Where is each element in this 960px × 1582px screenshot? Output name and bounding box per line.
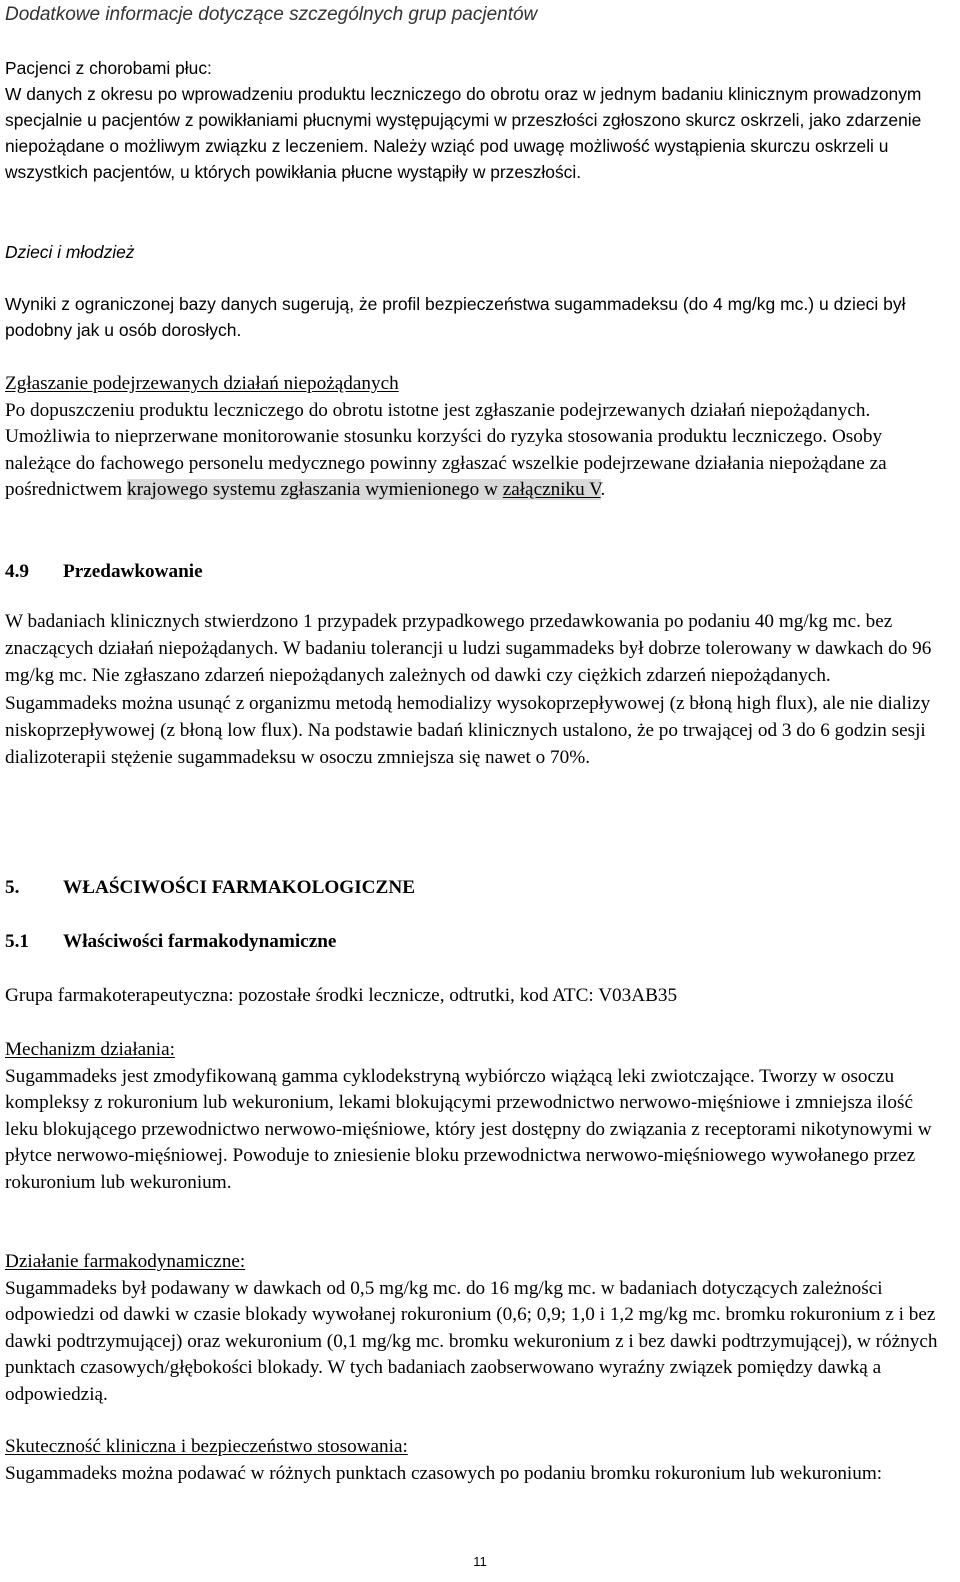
overdose-heading xyxy=(5,559,942,585)
section-5-title: WŁAŚCIWOŚCI FARMAKOLOGICZNE xyxy=(63,877,415,898)
children-heading: Dzieci i młodzież xyxy=(5,242,135,262)
reporting-heading: Zgłaszanie podejrzewanych działań niepożądanych xyxy=(5,373,399,394)
reporting-text-end: . xyxy=(600,479,606,500)
pharmacodynamic-label: Działanie farmakodynamiczne: xyxy=(5,1251,246,1272)
reporting-section xyxy=(5,371,942,504)
pharmacotherapeutic-group: Grupa farmakoterapeutyczna: pozostałe środki lecznicze, odtrutki, kod ATC: V03AB35 xyxy=(5,985,678,1006)
overdose-title: Przedawkowanie xyxy=(63,561,203,582)
children-text: Wyniki z ograniczonej bazy danych sugerują, że profil bezpieczeństwa sugammadeksu (do 4 mg/kg mc.) u dzieci był podobny jak u osób dorosłych. xyxy=(5,294,906,340)
overdose-number: 4.9 xyxy=(5,561,29,582)
efficacy-section xyxy=(5,1434,942,1487)
lung-section xyxy=(5,55,942,185)
lung-text: W danych z okresu po wprowadzeniu produktu leczniczego do obrotu oraz w jednym badaniu klinicznym prowadzonym specjalnie u pacjentów z powikłaniami płucnymi występującymi w przeszłości zgłoszono skurcz oskrzeli, jako zdarzenie niepożądane o możliwym związku z leczeniem. Należy wziąć pod uwagę możliwość wystąpienia skurczu oskrzeli u wszystkich pacjentów, u których powikłania płucne wystąpiły w przeszłości. xyxy=(5,84,922,182)
overdose-para-1: W badaniach klinicznych stwierdzono 1 przypadek przypadkowego przedawkowania po podaniu 40 mg/kg mc. bez znaczących działań niepożądanych. W badaniu tolerancji u ludzi sugammadeks był dobrze tolerowany w dawkach do 96 mg/kg mc. Nie zgłaszano zdarzeń niepożądanych zależnych od dawki czy ciężkich zdarzeń niepożądanych. xyxy=(5,611,932,687)
pharmacodynamic-section xyxy=(5,1249,942,1408)
section-5-number: 5. xyxy=(5,877,20,898)
section-5-1-heading xyxy=(5,929,942,955)
efficacy-text: Sugammadeks można podawać w różnych punktach czasowych po podaniu bromku rokuronium lub wekuronium: xyxy=(5,1462,883,1484)
mechanism-label: Mechanizm działania: xyxy=(5,1039,175,1060)
mechanism-text: Sugammadeks jest zmodyfikowaną gamma cyklodekstryną wybiórczo wiążącą leki zwiotczające. Tworzy w osoczu kompleksy z rokuronium lub wekuronium, lekami blokującymi przewodnictwo nerwowo-mięśniowe i zmniejsza ilość leku blokującego przewodnictwo nerwowo-mięśniowe, który jest dostępny do związania z receptorami nikotynowymi w płytce nerwowo-mięśniowej. Powoduje to zniesienie bloku przewodnictwa nerwowo-mięśniowego wywołanego przez rokuronium lub wekuronium. xyxy=(5,1065,932,1193)
national-reporting-system-highlight xyxy=(127,479,601,500)
annex-v-link[interactable]: załączniku V xyxy=(502,479,601,500)
section-5-heading xyxy=(5,875,942,901)
section-5-1-title: Właściwości farmakodynamiczne xyxy=(63,931,337,952)
pharmacodynamic-text: Sugammadeks był podawany w dawkach od 0,5 mg/kg mc. do 16 mg/kg mc. w badaniach dotyczących zależności odpowiedzi od dawki w czasie blokady wywołanej rokuronium (0,6; 0,9; 1,0 i 1,2 mg/kg mc. bromku rokuronium z i bez dawki podtrzymującej) oraz wekuronium (0,1 mg/kg mc. bromku wekuronium z i bez dawki podtrzymującej), w różnych punktach czasowych/głębokości blokady. W tych badaniach zaobserwowano wyraźny związek pomiędzy dawką a odpowiedzią. xyxy=(5,1277,938,1405)
mechanism-section xyxy=(5,1037,942,1196)
page-number: 11 xyxy=(473,1554,487,1569)
reporting-highlight-text: krajowego systemu zgłaszania wymienionego w xyxy=(127,479,503,500)
reporting-text xyxy=(5,398,942,504)
overdose-body xyxy=(5,608,942,771)
reporting-text-plain: Po dopuszczeniu produktu leczniczego do obrotu istotne jest zgłaszanie podejrzewanych działań niepożądanych. Umożliwia to nieprzerwane monitorowanie stosunku korzyści do ryzyka stosowania produktu leczniczego. Osoby należące do fachowego personelu medycznego powinny zgłaszać wszelkie podejrzewane działania niepożądane za pośrednictwem xyxy=(5,399,887,500)
overdose-para-2: Sugammadeks można usunąć z organizmu metodą hemodializy wysokoprzepływowej (z błoną high flux), ale nie dializy niskoprzepływowej (z błoną low flux). Na podstawie badań klinicznych ustalono, że po trwającej od 3 do 6 godzin sesji dializoterapii stężenie sugammadeksu w osoczu zmniejsza się nawet o 70%. xyxy=(5,692,931,769)
efficacy-label: Skuteczność kliniczna i bezpieczeństwo stosowania: xyxy=(5,1436,408,1457)
lung-label: Pacjenci z chorobami płuc: xyxy=(5,58,212,78)
special-groups-heading: Dodatkowe informacje dotyczące szczególnych grup pacjentów xyxy=(5,4,538,25)
section-5-1-number: 5.1 xyxy=(5,931,29,952)
